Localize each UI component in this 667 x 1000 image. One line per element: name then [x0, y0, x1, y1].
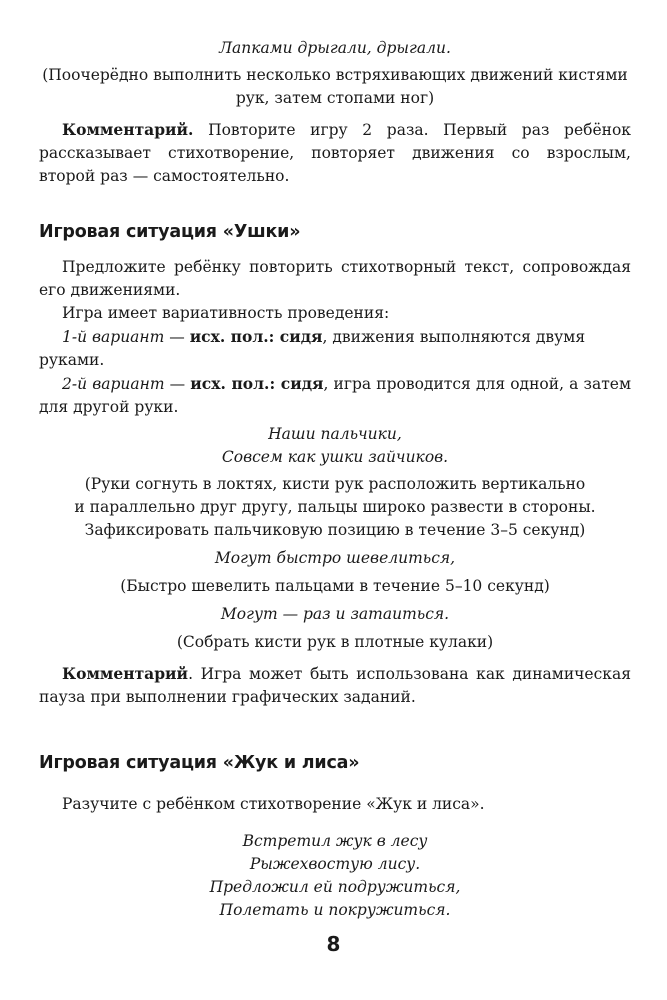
verse-line: Встретил жук в лесу	[242, 832, 428, 850]
variability-text: Игра имеет вариативность проведения:	[62, 304, 390, 322]
verse-line: Могут — раз и затаиться.	[220, 605, 450, 623]
comment-text: . Игра может быть использована как динамическая пауза при выполнении графических заданий.	[39, 665, 631, 706]
instruction: (Поочерёдно выполнить несколько встряхивающих движений кистями рук, затем стопами ног)	[42, 66, 628, 107]
page-number: 8	[326, 932, 341, 956]
variant-1-label: 1-й вариант	[62, 328, 165, 346]
instruction-line: и параллельно друг другу, пальцы широко развести в стороны.	[74, 498, 596, 516]
verse-line: Предложил ей подружиться,	[209, 878, 461, 896]
variant-2	[39, 372, 631, 419]
verse-line: Полетать и покружиться.	[219, 901, 451, 919]
comment-label: Комментарий.	[62, 120, 194, 139]
variant-1-position: исх. пол.: сидя	[189, 327, 323, 346]
verse-line: Наши пальчики,	[268, 425, 402, 443]
variant-1	[39, 325, 631, 372]
comment-label: Комментарий	[62, 664, 189, 683]
comment-text: Повторите игру 2 раза. Первый раз ребёнок рассказывает стихотворение, повторяет движения со взрослым, второй раз — самостоятельно.	[39, 121, 631, 185]
section-heading-zhuk-i-lisa: Игровая ситуация «Жук и лиса»	[39, 753, 360, 773]
intro-paragraph: Предложите ребёнку повторить стихотворный текст, сопровождая его движениями.	[39, 258, 631, 299]
verse-line: Лапками дрыгали, дрыгали.	[219, 39, 451, 57]
variant-2-label: 2-й вариант	[62, 375, 165, 393]
variant-2-dash: —	[164, 375, 191, 393]
variant-2-text: , игра проводится для одной, а затем для другой руки.	[39, 375, 632, 416]
comment-paragraph	[39, 118, 631, 188]
verse-line: Совсем как ушки зайчиков.	[221, 448, 449, 466]
verse-line: Рыжехвостую лису.	[249, 855, 421, 873]
page-content	[39, 37, 631, 922]
variant-1-text: , движения выполняются двумя руками.	[39, 328, 586, 369]
comment-paragraph	[39, 662, 631, 709]
variant-2-position: исх. пол.: сидя	[190, 374, 324, 393]
instruction: (Собрать кисти рук в плотные кулаки)	[176, 633, 494, 651]
instruction-line: (Руки согнуть в локтях, кисти рук расположить вертикально	[84, 475, 586, 493]
instruction-line: Зафиксировать пальчиковую позицию в течение 3–5 секунд)	[84, 521, 586, 539]
section-heading-ushki: Игровая ситуация «Ушки»	[39, 222, 301, 242]
instruction: (Быстро шевелить пальцами в течение 5–10 секунд)	[120, 577, 550, 595]
verse-line: Могут быстро шевелиться,	[214, 549, 456, 567]
variant-1-dash: —	[164, 328, 190, 346]
intro-paragraph: Разучите с ребёнком стихотворение «Жук и лиса».	[62, 795, 485, 813]
